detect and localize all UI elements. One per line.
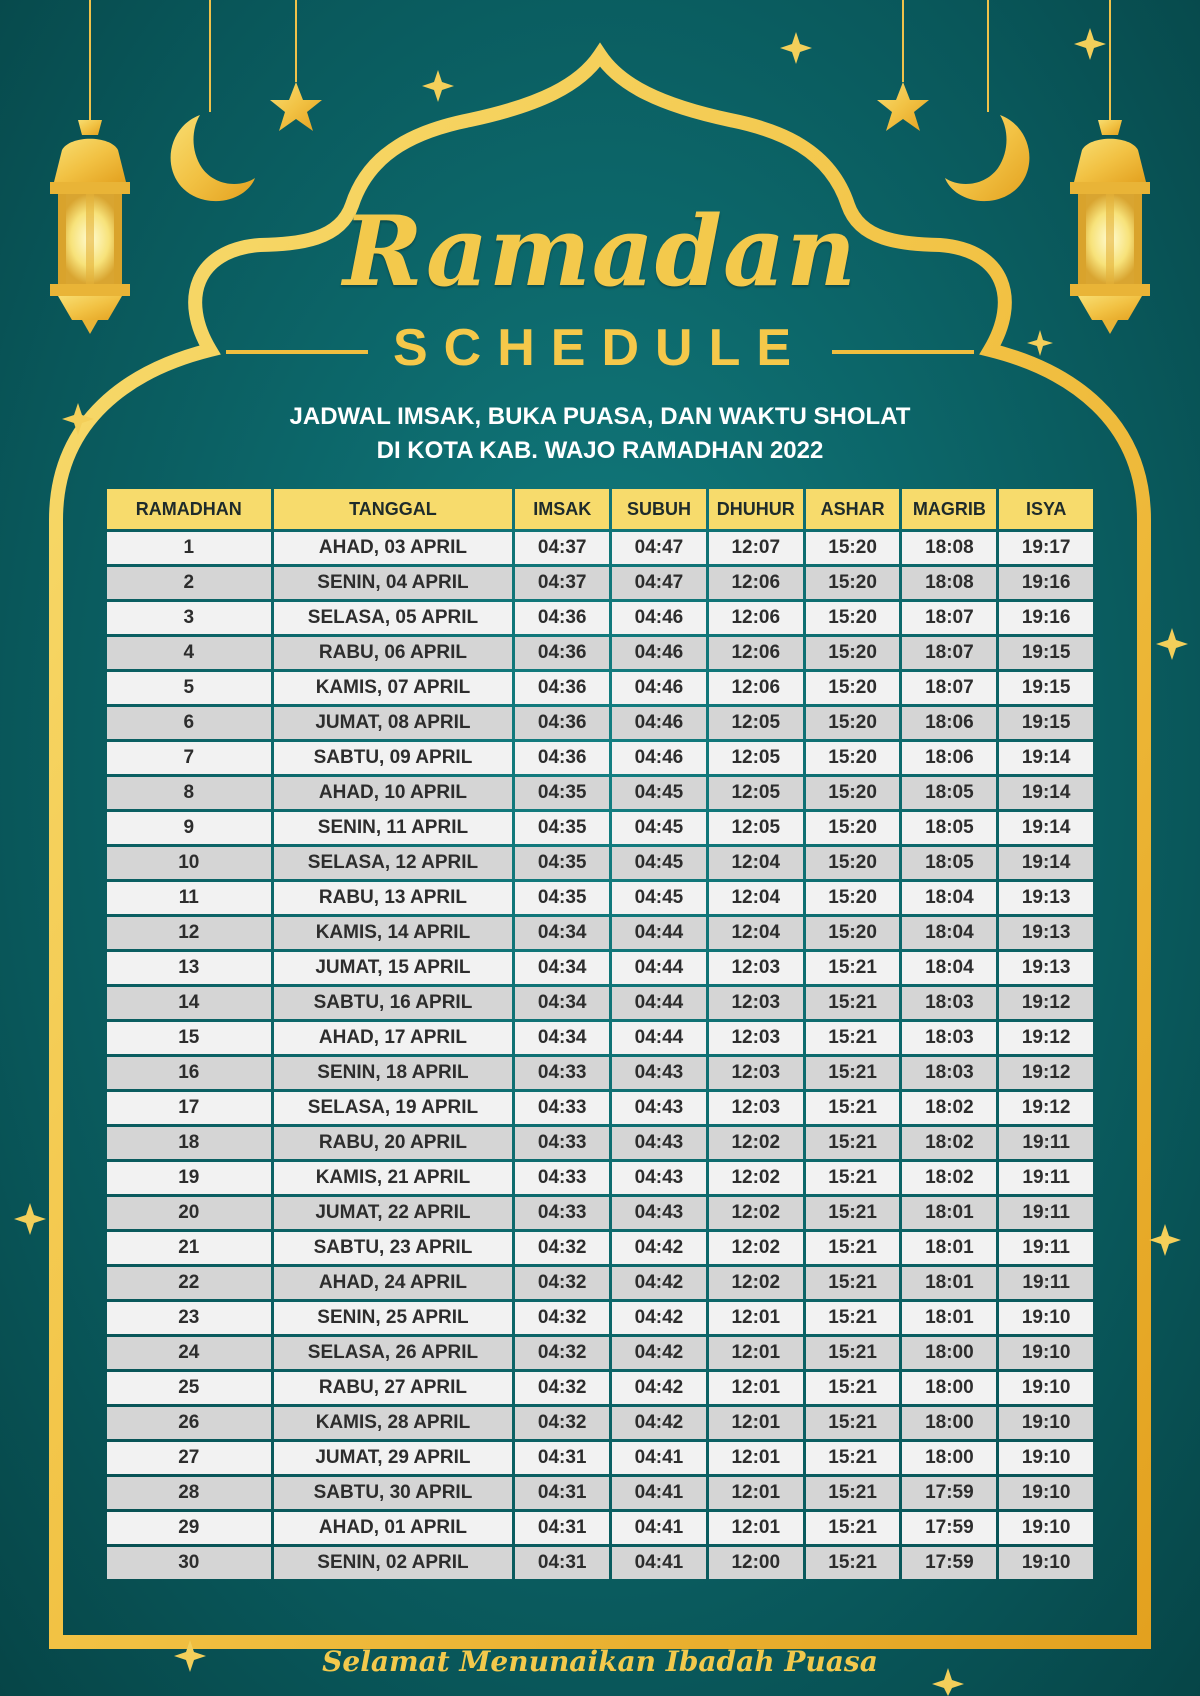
table-row — [107, 987, 1093, 1019]
table-row — [107, 847, 1093, 879]
date-cell: SABTU, 30 APRIL — [274, 1477, 513, 1509]
ashar-cell: 15:20 — [806, 672, 900, 704]
dhuhur-cell: 12:01 — [709, 1477, 803, 1509]
table-row — [107, 672, 1093, 704]
ashar-cell: 15:20 — [806, 637, 900, 669]
date-cell: JUMAT, 22 APRIL — [274, 1197, 513, 1229]
isya-cell: 19:11 — [999, 1232, 1093, 1264]
date-cell: SELASA, 05 APRIL — [274, 602, 513, 634]
subuh-cell: 04:42 — [612, 1232, 706, 1264]
magrib-cell: 18:05 — [902, 847, 996, 879]
table-row — [107, 1407, 1093, 1439]
imsak-cell: 04:34 — [515, 952, 609, 984]
dhuhur-cell: 12:02 — [709, 1232, 803, 1264]
imsak-cell: 04:33 — [515, 1057, 609, 1089]
column-header: SUBUH — [612, 489, 706, 529]
ashar-cell: 15:21 — [806, 1512, 900, 1544]
table-row — [107, 1232, 1093, 1264]
ashar-cell: 15:21 — [806, 1267, 900, 1299]
table-row — [107, 1162, 1093, 1194]
date-cell: SELASA, 26 APRIL — [274, 1337, 513, 1369]
magrib-cell: 18:07 — [902, 602, 996, 634]
subuh-cell: 04:44 — [612, 917, 706, 949]
table-row — [107, 602, 1093, 634]
date-cell: SABTU, 09 APRIL — [274, 742, 513, 774]
magrib-cell: 17:59 — [902, 1477, 996, 1509]
ashar-cell: 15:20 — [806, 742, 900, 774]
dhuhur-cell: 12:07 — [709, 532, 803, 564]
ramadhan-day-cell: 25 — [107, 1372, 271, 1404]
table-row — [107, 1022, 1093, 1054]
ashar-cell: 15:21 — [806, 1547, 900, 1579]
magrib-cell: 18:00 — [902, 1337, 996, 1369]
ramadhan-day-cell: 12 — [107, 917, 271, 949]
subuh-cell: 04:41 — [612, 1442, 706, 1474]
subuh-cell: 04:42 — [612, 1267, 706, 1299]
ashar-cell: 15:20 — [806, 847, 900, 879]
imsak-cell: 04:36 — [515, 602, 609, 634]
ramadhan-day-cell: 19 — [107, 1162, 271, 1194]
footer-greeting: Selamat Menunaikan Ibadah Puasa — [322, 1645, 878, 1678]
ashar-cell: 15:21 — [806, 1127, 900, 1159]
table-row — [107, 1337, 1093, 1369]
date-cell: SENIN, 04 APRIL — [274, 567, 513, 599]
subuh-cell: 04:41 — [612, 1477, 706, 1509]
magrib-cell: 18:05 — [902, 777, 996, 809]
dhuhur-cell: 12:04 — [709, 917, 803, 949]
ramadhan-day-cell: 30 — [107, 1547, 271, 1579]
ashar-cell: 15:20 — [806, 917, 900, 949]
magrib-cell: 18:02 — [902, 1127, 996, 1159]
dhuhur-cell: 12:05 — [709, 707, 803, 739]
subuh-cell: 04:44 — [612, 987, 706, 1019]
magrib-cell: 18:02 — [902, 1092, 996, 1124]
date-cell: RABU, 13 APRIL — [274, 882, 513, 914]
isya-cell: 19:15 — [999, 707, 1093, 739]
title-ramadan: Ramadan — [342, 195, 858, 308]
isya-cell: 19:10 — [999, 1407, 1093, 1439]
subuh-cell: 04:44 — [612, 1022, 706, 1054]
date-cell: KAMIS, 21 APRIL — [274, 1162, 513, 1194]
table-row — [107, 1057, 1093, 1089]
magrib-cell: 18:08 — [902, 567, 996, 599]
dhuhur-cell: 12:01 — [709, 1512, 803, 1544]
isya-cell: 19:13 — [999, 917, 1093, 949]
isya-cell: 19:15 — [999, 637, 1093, 669]
subuh-cell: 04:43 — [612, 1057, 706, 1089]
imsak-cell: 04:32 — [515, 1337, 609, 1369]
ramadhan-day-cell: 28 — [107, 1477, 271, 1509]
table-row — [107, 1372, 1093, 1404]
isya-cell: 19:12 — [999, 1022, 1093, 1054]
isya-cell: 19:14 — [999, 847, 1093, 879]
ramadhan-day-cell: 16 — [107, 1057, 271, 1089]
isya-cell: 19:10 — [999, 1512, 1093, 1544]
ramadhan-day-cell: 11 — [107, 882, 271, 914]
imsak-cell: 04:31 — [515, 1512, 609, 1544]
table-row — [107, 637, 1093, 669]
dhuhur-cell: 12:01 — [709, 1337, 803, 1369]
subuh-cell: 04:47 — [612, 567, 706, 599]
imsak-cell: 04:33 — [515, 1127, 609, 1159]
imsak-cell: 04:33 — [515, 1162, 609, 1194]
date-cell: RABU, 06 APRIL — [274, 637, 513, 669]
subuh-cell: 04:43 — [612, 1162, 706, 1194]
magrib-cell: 18:00 — [902, 1442, 996, 1474]
heading-line-1: JADWAL IMSAK, BUKA PUASA, DAN WAKTU SHOLAT — [289, 403, 911, 430]
ramadhan-day-cell: 4 — [107, 637, 271, 669]
star-icon — [877, 82, 929, 131]
table-row — [107, 1477, 1093, 1509]
dhuhur-cell: 12:01 — [709, 1372, 803, 1404]
isya-cell: 19:15 — [999, 672, 1093, 704]
isya-cell: 19:13 — [999, 882, 1093, 914]
ashar-cell: 15:20 — [806, 812, 900, 844]
ramadhan-day-cell: 14 — [107, 987, 271, 1019]
imsak-cell: 04:36 — [515, 707, 609, 739]
column-header: DHUHUR — [709, 489, 803, 529]
isya-cell: 19:10 — [999, 1372, 1093, 1404]
ramadhan-day-cell: 10 — [107, 847, 271, 879]
dhuhur-cell: 12:03 — [709, 1022, 803, 1054]
imsak-cell: 04:31 — [515, 1547, 609, 1579]
date-cell: KAMIS, 28 APRIL — [274, 1407, 513, 1439]
subuh-cell: 04:46 — [612, 637, 706, 669]
isya-cell: 19:10 — [999, 1302, 1093, 1334]
isya-cell: 19:16 — [999, 567, 1093, 599]
date-cell: KAMIS, 07 APRIL — [274, 672, 513, 704]
dhuhur-cell: 12:00 — [709, 1547, 803, 1579]
table-row — [107, 952, 1093, 984]
imsak-cell: 04:34 — [515, 987, 609, 1019]
dhuhur-cell: 12:03 — [709, 1092, 803, 1124]
ramadhan-day-cell: 1 — [107, 532, 271, 564]
table-row — [107, 1092, 1093, 1124]
magrib-cell: 18:07 — [902, 672, 996, 704]
table-row — [107, 1127, 1093, 1159]
date-cell: SENIN, 25 APRIL — [274, 1302, 513, 1334]
isya-cell: 19:12 — [999, 987, 1093, 1019]
imsak-cell: 04:36 — [515, 637, 609, 669]
schedule-table — [104, 486, 1096, 1582]
imsak-cell: 04:32 — [515, 1232, 609, 1264]
date-cell: AHAD, 10 APRIL — [274, 777, 513, 809]
column-header: MAGRIB — [902, 489, 996, 529]
dhuhur-cell: 12:06 — [709, 567, 803, 599]
table-row — [107, 1197, 1093, 1229]
column-header: ISYA — [999, 489, 1093, 529]
magrib-cell: 18:04 — [902, 952, 996, 984]
table-row — [107, 532, 1093, 564]
subuh-cell: 04:43 — [612, 1197, 706, 1229]
ramadhan-day-cell: 18 — [107, 1127, 271, 1159]
ashar-cell: 15:20 — [806, 707, 900, 739]
isya-cell: 19:14 — [999, 812, 1093, 844]
ashar-cell: 15:20 — [806, 602, 900, 634]
isya-cell: 19:16 — [999, 602, 1093, 634]
date-cell: SENIN, 02 APRIL — [274, 1547, 513, 1579]
magrib-cell: 18:05 — [902, 812, 996, 844]
table-row — [107, 1512, 1093, 1544]
ramadhan-day-cell: 27 — [107, 1442, 271, 1474]
isya-cell: 19:10 — [999, 1477, 1093, 1509]
dhuhur-cell: 12:01 — [709, 1407, 803, 1439]
imsak-cell: 04:36 — [515, 672, 609, 704]
date-cell: JUMAT, 08 APRIL — [274, 707, 513, 739]
subuh-cell: 04:42 — [612, 1302, 706, 1334]
ramadhan-day-cell: 23 — [107, 1302, 271, 1334]
date-cell: SABTU, 23 APRIL — [274, 1232, 513, 1264]
isya-cell: 19:10 — [999, 1442, 1093, 1474]
ramadhan-day-cell: 22 — [107, 1267, 271, 1299]
dhuhur-cell: 12:03 — [709, 987, 803, 1019]
ashar-cell: 15:21 — [806, 1162, 900, 1194]
table-row — [107, 812, 1093, 844]
table-row — [107, 917, 1093, 949]
date-cell: SENIN, 11 APRIL — [274, 812, 513, 844]
ramadhan-day-cell: 8 — [107, 777, 271, 809]
date-cell: AHAD, 03 APRIL — [274, 532, 513, 564]
magrib-cell: 18:06 — [902, 707, 996, 739]
ashar-cell: 15:21 — [806, 1197, 900, 1229]
ramadhan-day-cell: 15 — [107, 1022, 271, 1054]
isya-cell: 19:11 — [999, 1267, 1093, 1299]
imsak-cell: 04:32 — [515, 1372, 609, 1404]
magrib-cell: 18:00 — [902, 1407, 996, 1439]
ramadhan-day-cell: 29 — [107, 1512, 271, 1544]
ashar-cell: 15:21 — [806, 1232, 900, 1264]
date-cell: SELASA, 12 APRIL — [274, 847, 513, 879]
dhuhur-cell: 12:05 — [709, 777, 803, 809]
isya-cell: 19:10 — [999, 1547, 1093, 1579]
ramadhan-day-cell: 7 — [107, 742, 271, 774]
star-icon — [270, 82, 322, 131]
magrib-cell: 18:06 — [902, 742, 996, 774]
magrib-cell: 18:01 — [902, 1232, 996, 1264]
ashar-cell: 15:20 — [806, 567, 900, 599]
imsak-cell: 04:32 — [515, 1302, 609, 1334]
imsak-cell: 04:35 — [515, 882, 609, 914]
imsak-cell: 04:31 — [515, 1477, 609, 1509]
ashar-cell: 15:21 — [806, 1057, 900, 1089]
imsak-cell: 04:36 — [515, 742, 609, 774]
magrib-cell: 18:08 — [902, 532, 996, 564]
column-header: IMSAK — [515, 489, 609, 529]
ramadhan-day-cell: 13 — [107, 952, 271, 984]
subuh-cell: 04:41 — [612, 1512, 706, 1544]
isya-cell: 19:10 — [999, 1337, 1093, 1369]
date-cell: JUMAT, 29 APRIL — [274, 1442, 513, 1474]
magrib-cell: 18:04 — [902, 882, 996, 914]
magrib-cell: 18:01 — [902, 1267, 996, 1299]
imsak-cell: 04:32 — [515, 1267, 609, 1299]
magrib-cell: 18:01 — [902, 1302, 996, 1334]
ramadhan-day-cell: 20 — [107, 1197, 271, 1229]
imsak-cell: 04:37 — [515, 532, 609, 564]
isya-cell: 19:14 — [999, 777, 1093, 809]
subuh-cell: 04:44 — [612, 952, 706, 984]
isya-cell: 19:11 — [999, 1127, 1093, 1159]
isya-cell: 19:12 — [999, 1057, 1093, 1089]
ramadhan-day-cell: 9 — [107, 812, 271, 844]
date-cell: AHAD, 24 APRIL — [274, 1267, 513, 1299]
magrib-cell: 18:03 — [902, 1057, 996, 1089]
subuh-cell: 04:47 — [612, 532, 706, 564]
ashar-cell: 15:21 — [806, 1092, 900, 1124]
magrib-cell: 18:01 — [902, 1197, 996, 1229]
dhuhur-cell: 12:02 — [709, 1162, 803, 1194]
subuh-cell: 04:43 — [612, 1092, 706, 1124]
dhuhur-cell: 12:02 — [709, 1197, 803, 1229]
title-schedule: SCHEDULE — [392, 319, 808, 377]
isya-cell: 19:12 — [999, 1092, 1093, 1124]
magrib-cell: 18:02 — [902, 1162, 996, 1194]
ashar-cell: 15:21 — [806, 1442, 900, 1474]
ramadhan-day-cell: 2 — [107, 567, 271, 599]
ashar-cell: 15:21 — [806, 1022, 900, 1054]
isya-cell: 19:14 — [999, 742, 1093, 774]
ashar-cell: 15:21 — [806, 1337, 900, 1369]
crescent-moon-icon — [945, 115, 1029, 201]
imsak-cell: 04:37 — [515, 567, 609, 599]
ramadhan-day-cell: 3 — [107, 602, 271, 634]
heading-line-2: DI KOTA KAB. WAJO RAMADHAN 2022 — [376, 437, 824, 464]
dhuhur-cell: 12:03 — [709, 1057, 803, 1089]
dhuhur-cell: 12:04 — [709, 847, 803, 879]
ramadhan-day-cell: 26 — [107, 1407, 271, 1439]
ashar-cell: 15:21 — [806, 1372, 900, 1404]
magrib-cell: 17:59 — [902, 1547, 996, 1579]
ashar-cell: 15:21 — [806, 1302, 900, 1334]
table-body — [107, 532, 1093, 1579]
dhuhur-cell: 12:02 — [709, 1267, 803, 1299]
dhuhur-cell: 12:06 — [709, 602, 803, 634]
magrib-cell: 18:03 — [902, 1022, 996, 1054]
imsak-cell: 04:32 — [515, 1407, 609, 1439]
imsak-cell: 04:34 — [515, 1022, 609, 1054]
ramadhan-day-cell: 24 — [107, 1337, 271, 1369]
subuh-cell: 04:42 — [612, 1407, 706, 1439]
dhuhur-cell: 12:01 — [709, 1442, 803, 1474]
imsak-cell: 04:33 — [515, 1092, 609, 1124]
column-header: TANGGAL — [274, 489, 513, 529]
subuh-cell: 04:45 — [612, 847, 706, 879]
isya-cell: 19:17 — [999, 532, 1093, 564]
magrib-cell: 18:04 — [902, 917, 996, 949]
column-header: ASHAR — [806, 489, 900, 529]
dhuhur-cell: 12:05 — [709, 742, 803, 774]
crescent-moon-icon — [171, 115, 255, 201]
dhuhur-cell: 12:06 — [709, 637, 803, 669]
ashar-cell: 15:21 — [806, 1477, 900, 1509]
date-cell: SENIN, 18 APRIL — [274, 1057, 513, 1089]
subuh-cell: 04:46 — [612, 602, 706, 634]
date-cell: SELASA, 19 APRIL — [274, 1092, 513, 1124]
magrib-cell: 18:07 — [902, 637, 996, 669]
dhuhur-cell: 12:01 — [709, 1302, 803, 1334]
table-row — [107, 707, 1093, 739]
table-row — [107, 882, 1093, 914]
dhuhur-cell: 12:05 — [709, 812, 803, 844]
subuh-cell: 04:46 — [612, 707, 706, 739]
subuh-cell: 04:45 — [612, 882, 706, 914]
ramadhan-day-cell: 6 — [107, 707, 271, 739]
subuh-cell: 04:46 — [612, 672, 706, 704]
subuh-cell: 04:45 — [612, 777, 706, 809]
date-cell: RABU, 20 APRIL — [274, 1127, 513, 1159]
imsak-cell: 04:35 — [515, 847, 609, 879]
magrib-cell: 18:03 — [902, 987, 996, 1019]
ramadhan-day-cell: 5 — [107, 672, 271, 704]
subuh-cell: 04:46 — [612, 742, 706, 774]
ramadhan-day-cell: 17 — [107, 1092, 271, 1124]
table-row — [107, 777, 1093, 809]
ashar-cell: 15:21 — [806, 1407, 900, 1439]
isya-cell: 19:11 — [999, 1197, 1093, 1229]
imsak-cell: 04:31 — [515, 1442, 609, 1474]
date-cell: AHAD, 17 APRIL — [274, 1022, 513, 1054]
ashar-cell: 15:20 — [806, 532, 900, 564]
imsak-cell: 04:35 — [515, 777, 609, 809]
subuh-cell: 04:42 — [612, 1372, 706, 1404]
ashar-cell: 15:21 — [806, 987, 900, 1019]
subuh-cell: 04:43 — [612, 1127, 706, 1159]
date-cell: JUMAT, 15 APRIL — [274, 952, 513, 984]
date-cell: RABU, 27 APRIL — [274, 1372, 513, 1404]
imsak-cell: 04:35 — [515, 812, 609, 844]
imsak-cell: 04:33 — [515, 1197, 609, 1229]
dhuhur-cell: 12:02 — [709, 1127, 803, 1159]
table-row — [107, 742, 1093, 774]
imsak-cell: 04:34 — [515, 917, 609, 949]
ashar-cell: 15:20 — [806, 777, 900, 809]
table-row — [107, 567, 1093, 599]
subuh-cell: 04:41 — [612, 1547, 706, 1579]
table-header-row — [107, 489, 1093, 529]
magrib-cell: 17:59 — [902, 1512, 996, 1544]
subuh-cell: 04:45 — [612, 812, 706, 844]
dhuhur-cell: 12:06 — [709, 672, 803, 704]
table-row — [107, 1267, 1093, 1299]
isya-cell: 19:11 — [999, 1162, 1093, 1194]
column-header: RAMADHAN — [107, 489, 271, 529]
date-cell: AHAD, 01 APRIL — [274, 1512, 513, 1544]
magrib-cell: 18:00 — [902, 1372, 996, 1404]
date-cell: SABTU, 16 APRIL — [274, 987, 513, 1019]
ramadhan-day-cell: 21 — [107, 1232, 271, 1264]
ashar-cell: 15:21 — [806, 952, 900, 984]
date-cell: KAMIS, 14 APRIL — [274, 917, 513, 949]
dhuhur-cell: 12:04 — [709, 882, 803, 914]
table-row — [107, 1547, 1093, 1579]
table-row — [107, 1302, 1093, 1334]
subuh-cell: 04:42 — [612, 1337, 706, 1369]
ashar-cell: 15:20 — [806, 882, 900, 914]
dhuhur-cell: 12:03 — [709, 952, 803, 984]
schedule-heading — [0, 400, 1200, 468]
isya-cell: 19:13 — [999, 952, 1093, 984]
table-row — [107, 1442, 1093, 1474]
